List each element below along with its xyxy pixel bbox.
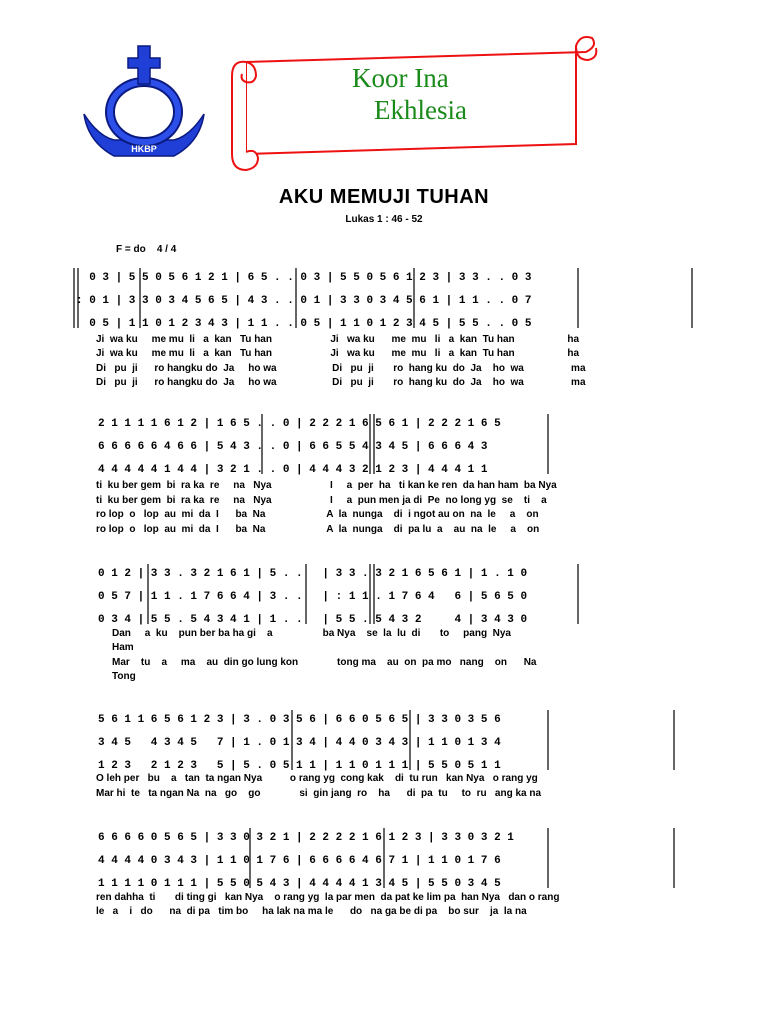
alto-line: : 0 1 | 3 3 0 3 4 5 6 5 | 4 3 . . 0 1 | 3 3 0 3 4 5 6 1 | 1 1 . . 0 7 (76, 295, 532, 307)
lyric-line: Tong (112, 671, 136, 682)
lyric-line: Ji wa ku me mu li a kan Tu han Ji wa ku me mu li a kan Tu han ha (96, 334, 580, 345)
bass-line: 0 3 4 | 5 5 . 5 4 3 4 1 | 1 . . | 5 5 . 5 4 3 2 4 | 3 4 3 0 (98, 614, 528, 626)
song-title: AKU MEMUJI TUHAN (278, 186, 490, 208)
lyric-line: ro lop o lop au mi da I ba Na A la nunga di pa lu a au na le a on (96, 524, 540, 535)
lyric-line: Di pu ji ro hangku do Ja ho wa Di pu ji ro hang ku do Ja ho wa ma (96, 363, 586, 374)
soprano-line: 0 3 | 5 5 0 5 6 1 2 1 | 6 5 . . 0 3 | 5 5 0 5 6 1 2 3 | 3 3 . . 0 3 (76, 272, 532, 284)
choir-name (352, 62, 552, 126)
lyric-line: Mar tu a ma au din go lung kon tong ma au on pa mo nang on Na (112, 657, 537, 668)
bass-line: 4 4 4 4 4 1 4 4 | 3 2 1 . . 0 | 4 4 4 3 2 1 2 3 | 4 4 4 1 1 (98, 464, 488, 476)
lyric-line: ren dahha ti di ting gi kan Nya o rang yg la par men da pat ke lim pa han Nya dan o rang (96, 892, 560, 903)
lyric-line: Ham (112, 642, 134, 653)
lyric-line: le a i do na di pa tim bo ha lak na ma le do na ga be di pa bo sur ja la na (96, 906, 527, 917)
bass-line: 1 1 1 1 0 1 1 1 | 5 5 0 5 4 3 | 4 4 4 4 1 3 4 5 | 5 5 0 3 4 5 (98, 878, 501, 890)
svg-text:HKBP: HKBP (131, 144, 157, 154)
soprano-line: 5 6 1 1 6 5 6 1 2 3 | 3 . 0 3 5 6 | 6 6 0 5 6 5 | 3 3 0 3 5 6 (98, 714, 501, 726)
choir-name-line1: Koor Ina (352, 63, 449, 93)
alto-line: 0 5 7 | 1 1 . 1 7 6 6 4 | 3 . . | : 1 1 . 1 7 6 4 6 | 5 6 5 0 (98, 591, 528, 603)
lyric-line: Mar hi te ta ngan Na na go go si gin jang ro ha di pa tu to ru ang ka na (96, 788, 542, 799)
soprano-line: 0 1 2 | 3 3 . 3 2 1 6 1 | 5 . . | 3 3 . 3 2 1 6 5 6 1 | 1 . 1 0 (98, 568, 528, 580)
lyric-line: ti ku ber gem bi ra ka re na Nya I a pun men ja di Pe no long yg se ti a (96, 495, 547, 506)
key-signature: F = do 4 / 4 (116, 244, 177, 255)
lyric-line: Dan a ku pun ber ba ha gi a ba Nya se la lu di to pang Nya (112, 628, 511, 639)
lyric-line: Di pu ji ro hangku do Ja ho wa Di pu ji ro hang ku do Ja ho wa ma (96, 377, 586, 388)
lyric-line: ro lop o lop au mi da I ba Na A la nunga di i ngot au on na le a on (96, 509, 539, 520)
song-reference: Lukas 1 : 46 - 52 (345, 214, 423, 225)
hkbp-logo (78, 44, 210, 162)
lyric-line: O leh per bu a tan ta ngan Nya o rang yg cong kak di tu run kan Nya o rang yg (96, 773, 538, 784)
lyric-line: ti ku ber gem bi ra ka re na Nya I a per ha ti kan ke ren da han ham ba Nya (96, 480, 557, 491)
alto-line: 6 6 6 6 6 4 6 6 | 5 4 3 . . 0 | 6 6 5 5 4 3 4 5 | 6 6 6 4 3 (98, 441, 488, 453)
bass-line: 1 2 3 2 1 2 3 5 | 5 . 0 5 1 1 | 1 1 0 1 1 1 | 5 5 0 5 1 1 (98, 760, 501, 772)
cross-icon (128, 46, 160, 84)
bass-line: 0 5 | 1 1 0 1 2 3 4 3 | 1 1 . . 0 5 | 1 1 0 1 2 3 4 5 | 5 5 . . 0 5 (76, 318, 532, 330)
soprano-line: 2 1 1 1 1 6 1 2 | 1 6 5 . . 0 | 2 2 2 1 6 5 6 1 | 2 2 2 1 6 5 (98, 418, 501, 430)
lyric-line: Ji wa ku me mu li a kan Tu han Ji wa ku me mu li a kan Tu han ha (96, 348, 580, 359)
alto-line: 4 4 4 4 0 3 4 3 | 1 1 0 1 7 6 | 6 6 6 6 4 6 7 1 | 1 1 0 1 7 6 (98, 855, 501, 867)
soprano-line: 6 6 6 6 0 5 6 5 | 3 3 0 3 2 1 | 2 2 2 2 1 6 1 2 3 | 3 3 0 3 2 1 (98, 832, 514, 844)
choir-name-line2: Ekhlesia (374, 95, 467, 125)
alto-line: 3 4 5 4 3 4 5 7 | 1 . 0 1 3 4 | 4 4 0 3 4 3 | 1 1 0 1 3 4 (98, 737, 501, 749)
